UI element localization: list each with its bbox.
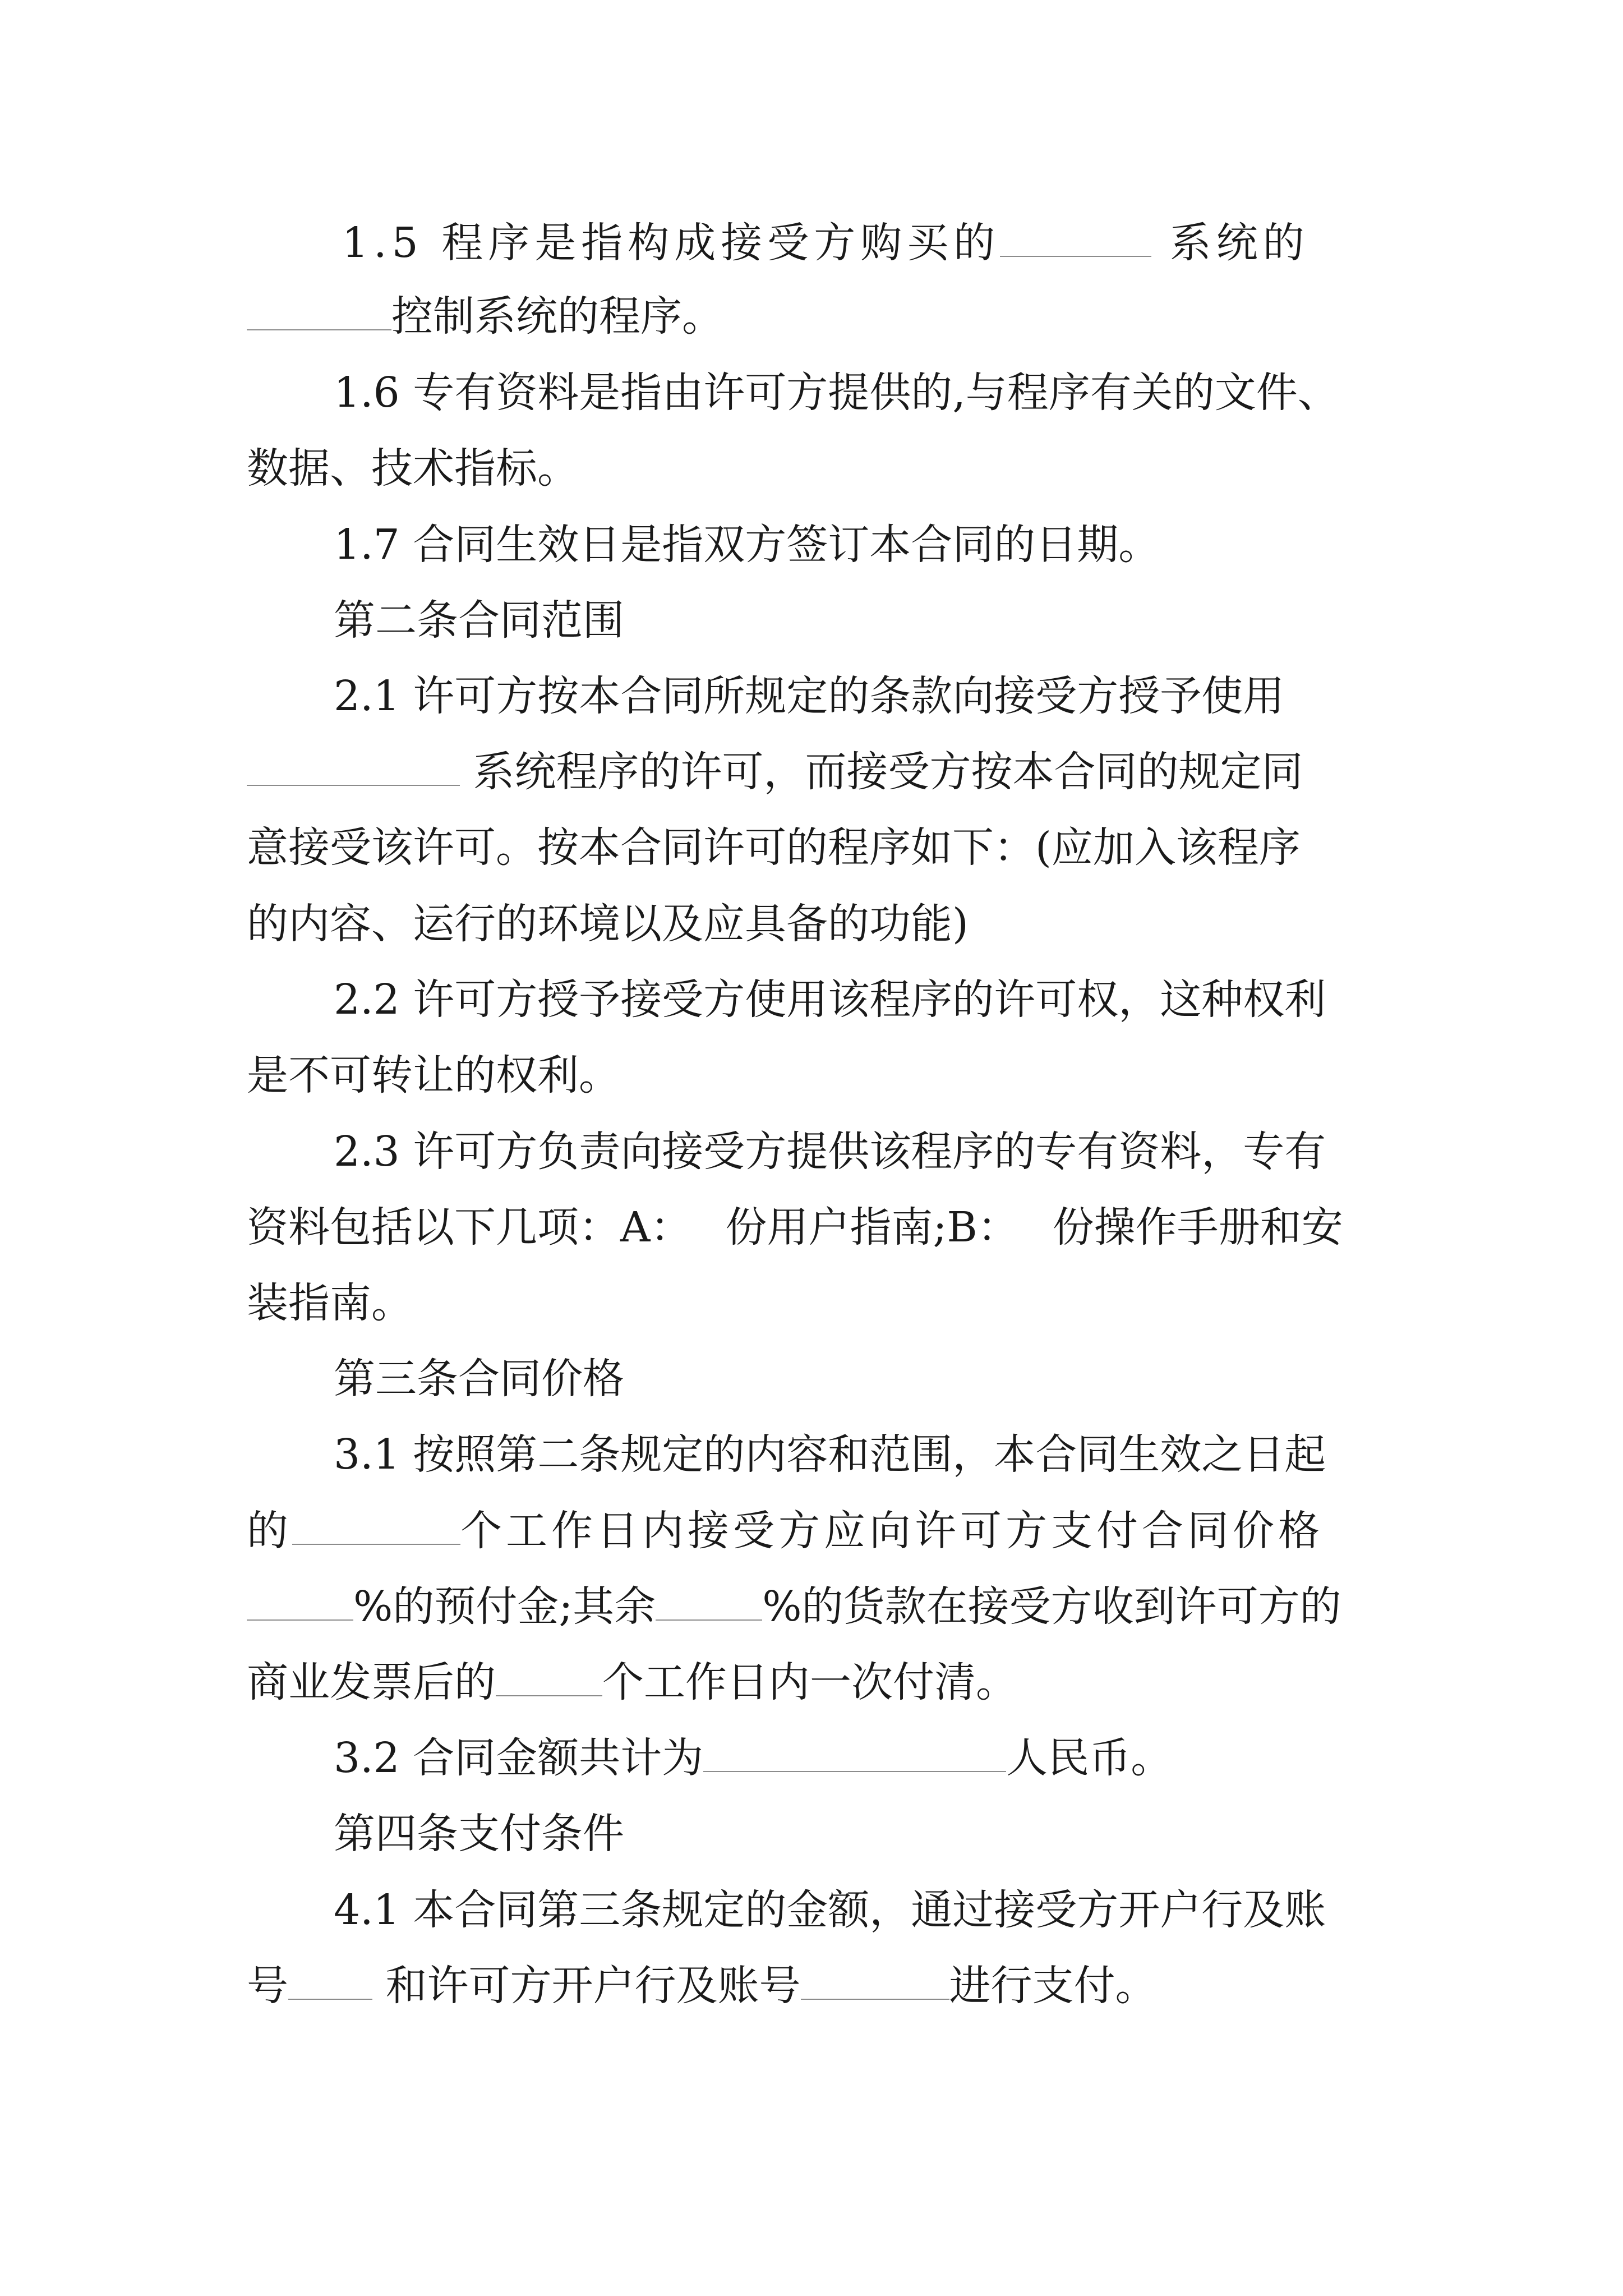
fill-in-blank bbox=[496, 1658, 602, 1696]
document-line: 装指南。 bbox=[247, 1279, 413, 1327]
document-line: 控制系统的程序。 bbox=[247, 291, 723, 342]
document-line: 是不可转让的权利。 bbox=[247, 1051, 620, 1099]
section-heading: 第三条合同价格 bbox=[334, 1355, 624, 1403]
fill-in-blank bbox=[247, 747, 460, 786]
document-line: %的预付金;其余 %的货款在接受方收到许可方的 bbox=[247, 1581, 1341, 1632]
document-line: 2.1 许可方按本合同所规定的条款向接受方授予使用 bbox=[334, 672, 1285, 720]
document-line: 数据、技术指标。 bbox=[247, 444, 579, 493]
document-line: 的内容、运行的环境以及应具备的功能) bbox=[247, 900, 969, 948]
document-line: 意接受该许可。按本合同许可的程序如下：(应加入该程序 bbox=[247, 823, 1301, 872]
document-line: 1.6 专有资料是指由许可方提供的,与程序有关的文件、 bbox=[334, 369, 1339, 417]
document-line: 的 个工作日内接受方应向许可方支付合同价格 bbox=[247, 1507, 1324, 1555]
section-heading: 第二条合同范围 bbox=[334, 596, 624, 645]
fill-in-blank bbox=[292, 1506, 460, 1545]
document-line: 2.2 许可方授予接受方使用该程序的许可权，这种权利 bbox=[334, 976, 1326, 1024]
document-line: 3.1 按照第二条规定的内容和范围，本合同生效之日起 bbox=[334, 1430, 1326, 1479]
document-line: 2.3 许可方负责向接受方提供该程序的专有资料，专有 bbox=[334, 1128, 1326, 1176]
fill-in-blank bbox=[288, 1961, 372, 2000]
document-line: 商业发票后的 个工作日内一次付清。 bbox=[247, 1658, 1017, 1706]
fill-in-blank bbox=[247, 1582, 353, 1621]
fill-in-blank bbox=[656, 1582, 762, 1621]
document-line: 3.2 合同金额共计为 人民币。 bbox=[334, 1734, 1173, 1782]
document-line: 1.5 程序是指构成接受方购买的 系统的 bbox=[342, 219, 1310, 267]
fill-in-blank bbox=[801, 1961, 949, 2000]
document-line: 系统程序的许可，而接受方按本合同的规定同 bbox=[247, 747, 1303, 797]
fill-in-blank bbox=[247, 292, 391, 330]
document-line: 资料包括以下几项：A： 份用户指南;B： 份操作手册和安 bbox=[247, 1203, 1343, 1251]
fill-in-blank bbox=[703, 1733, 1006, 1772]
document-line: 号 和许可方开户行及账号 进行支付。 bbox=[247, 1962, 1157, 2010]
document-line: 1.7 合同生效日是指双方签订本合同的日期。 bbox=[334, 521, 1160, 569]
document-line: 4.1 本合同第三条规定的金额，通过接受方开户行及账 bbox=[334, 1886, 1326, 1934]
fill-in-blank bbox=[1000, 218, 1151, 257]
section-heading: 第四条支付条件 bbox=[334, 1810, 624, 1858]
